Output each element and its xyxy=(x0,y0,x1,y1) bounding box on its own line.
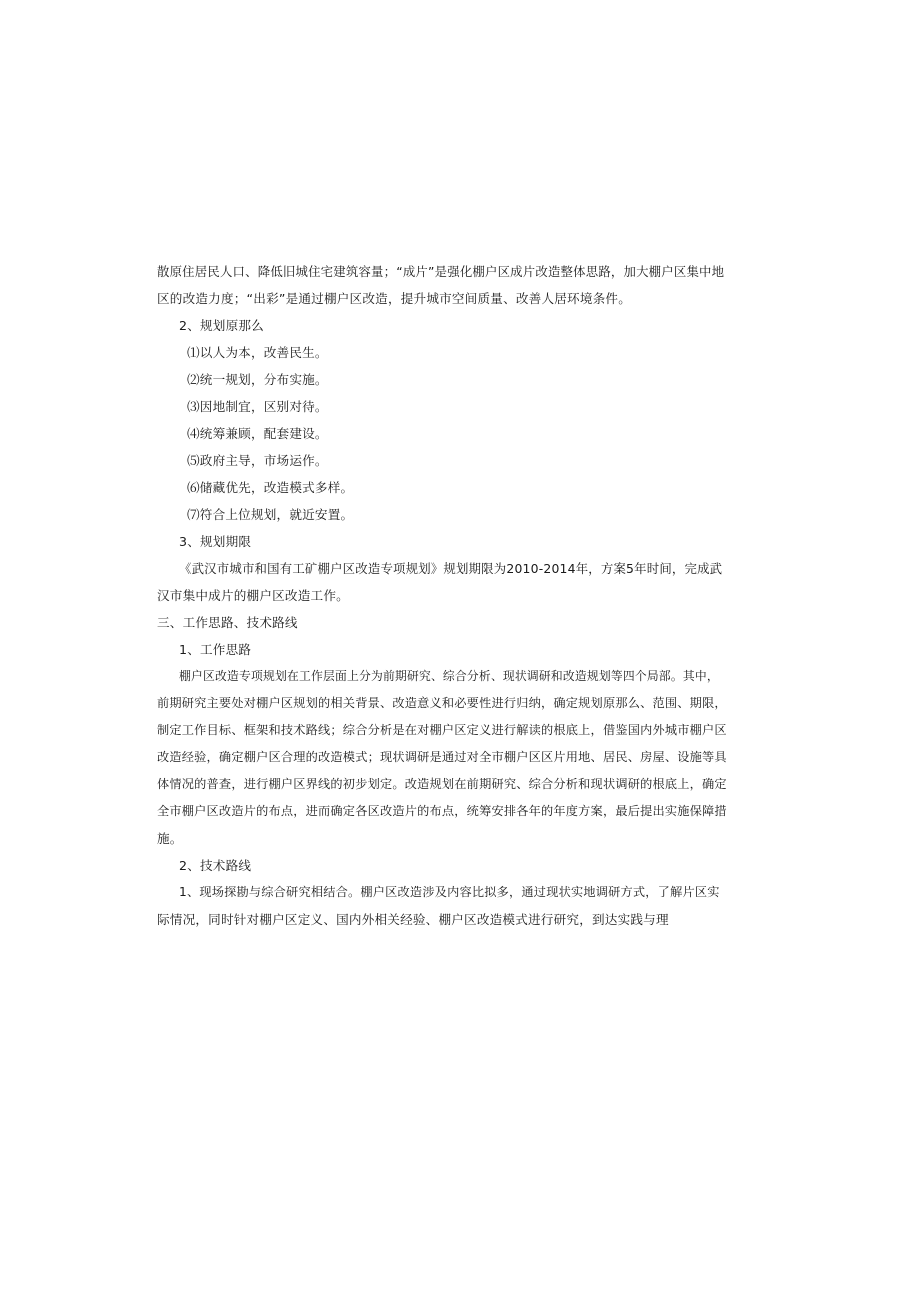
paragraph-line: 体情况的普查，进行棚户区界线的初步划定。改造规划在前期研究、综合分析和现状调研的根底上，确定 xyxy=(157,777,727,791)
list-item: ⑷统筹兼顾，配套建设。 xyxy=(187,426,328,441)
section-heading: 1、工作思路 xyxy=(179,642,252,657)
paragraph-line: 散原住居民人口、降低旧城住宅建筑容量；“成片”是强化棚户区成片改造整体思路，加大棚户区集中地 xyxy=(157,264,725,279)
paragraph-line: 施。 xyxy=(157,831,183,846)
paragraph-line: 前期研究主要处对棚户区规划的相关背景、改造意义和必要性进行归纳，确定规划原那么、范围、期限， xyxy=(157,696,727,710)
section-heading: 2、技术路线 xyxy=(179,858,252,873)
list-item: ⑴以人为本，改善民生。 xyxy=(187,345,328,360)
list-item: ⑸政府主导，市场运作。 xyxy=(187,453,328,468)
paragraph-line: 《武汉市城市和国有工矿棚户区改造专项规划》规划期限为2010-2014年，方案5年时间，完成武 xyxy=(179,561,723,576)
document-body xyxy=(157,258,727,933)
paragraph-line: 区的改造力度；“出彩”是通过棚户区改造，提升城市空间质量、改善人居环境条件。 xyxy=(157,291,632,306)
paragraph-line: 1、现场探勘与综合研究相结合。棚户区改造涉及内容比拟多，通过现状实地调研方式，了解片区实 xyxy=(179,885,720,899)
paragraph-line: 全市棚户区改造片的布点，进而确定各区改造片的布点，统筹安排各年的年度方案，最后提出实施保障措 xyxy=(157,804,727,818)
list-item: ⑹储藏优先，改造模式多样。 xyxy=(187,480,354,495)
chapter-heading: 三、工作思路、技术路线 xyxy=(157,615,298,630)
list-item: ⑶因地制宜，区别对待。 xyxy=(187,399,328,414)
section-heading: 2、规划原那么 xyxy=(179,318,264,333)
section-heading: 3、规划期限 xyxy=(179,534,252,549)
paragraph-line: 制定工作目标、框架和技术路线；综合分析是在对棚户区定义进行解读的根底上，借鉴国内外城市棚户区 xyxy=(157,723,727,737)
paragraph-line: 际情况，同时针对棚户区定义、国内外相关经验、棚户区改造模式进行研究，到达实践与理 xyxy=(157,912,669,927)
list-item: ⑵统一规划，分布实施。 xyxy=(187,372,328,387)
paragraph-line: 汉市集中成片的棚户区改造工作。 xyxy=(157,588,349,603)
list-item: ⑺符合上位规划，就近安置。 xyxy=(187,507,354,522)
paragraph-line: 改造经验，确定棚户区合理的改造模式；现状调研是通过对全市棚户区区片用地、居民、房屋、设施等具 xyxy=(157,750,727,764)
paragraph-line: 棚户区改造专项规划在工作层面上分为前期研究、综合分析、现状调研和改造规划等四个局部。其中， xyxy=(179,669,719,683)
